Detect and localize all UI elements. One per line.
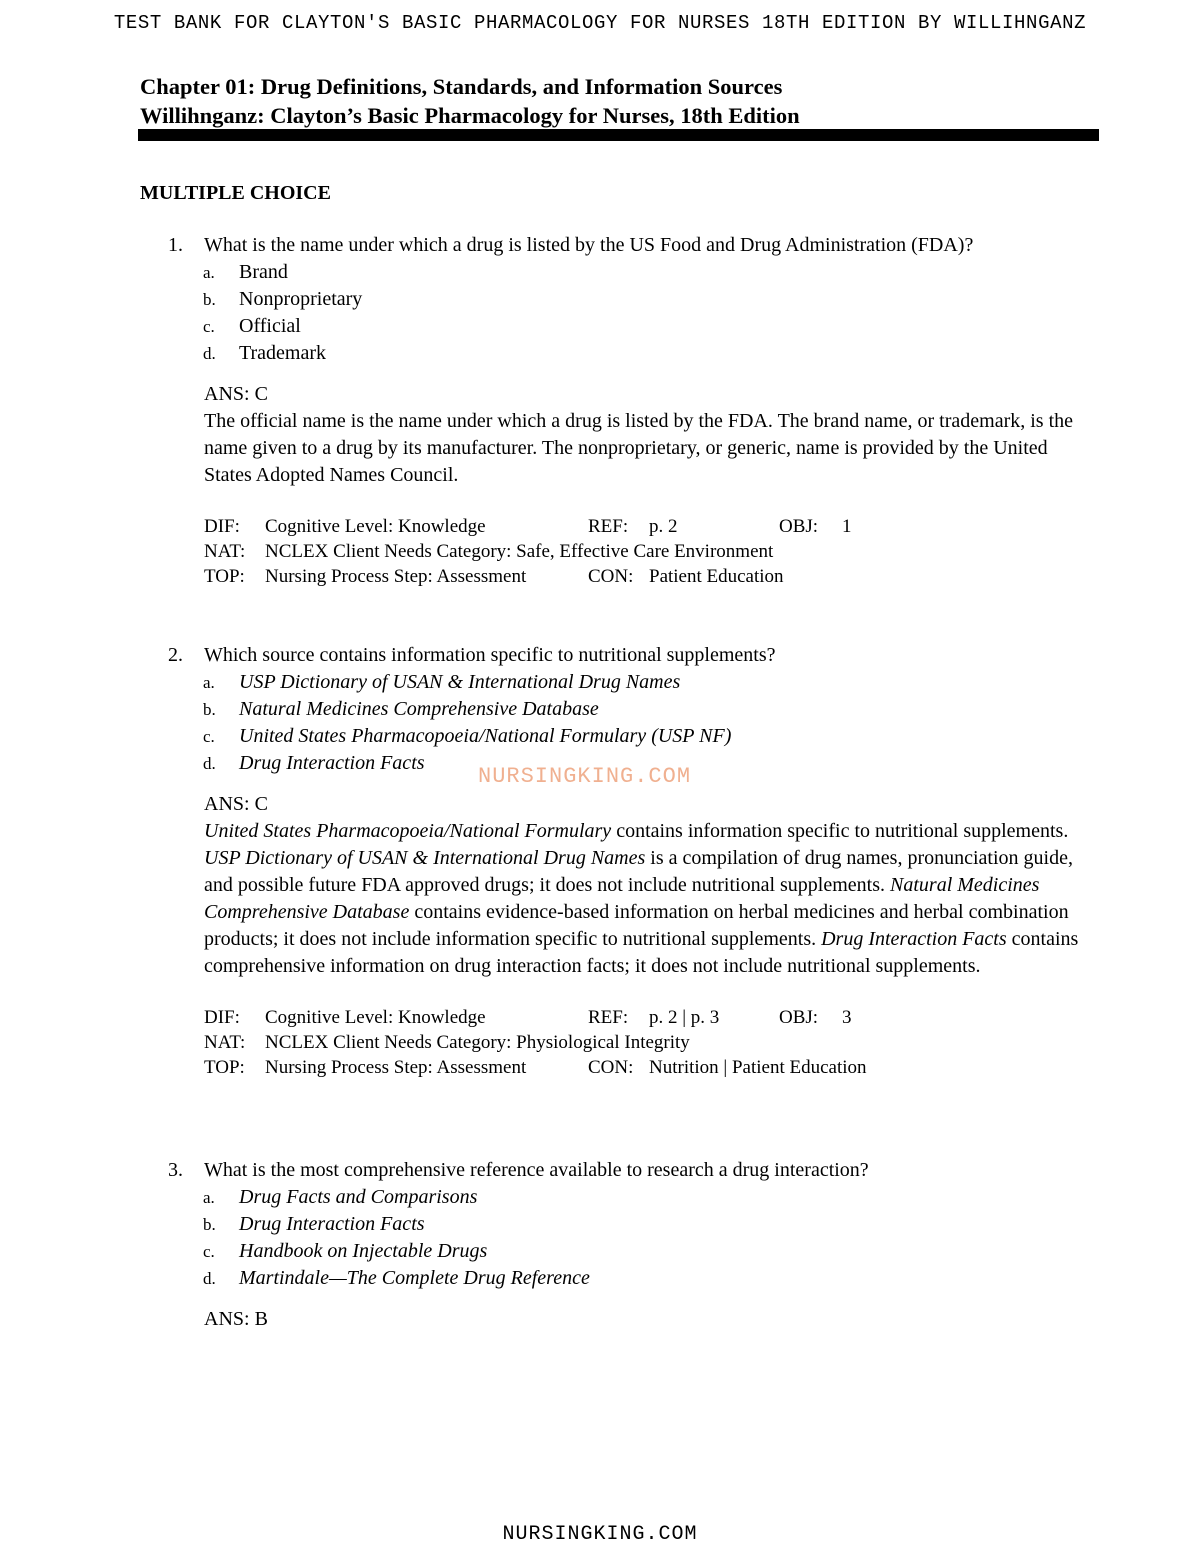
chapter-heading <box>140 72 1100 130</box>
option-letter: d. <box>203 754 216 773</box>
rationale-text: contains information specific to nutritional supplements. <box>611 820 1069 842</box>
option-letter: d. <box>203 1269 216 1288</box>
option-text: Drug Facts and Comparisons <box>239 1186 478 1208</box>
running-header: TEST BANK FOR CLAYTON'S BASIC PHARMACOLOGY FOR NURSES 18TH EDITION BY WILLIHNGANZ <box>113 12 1087 34</box>
option-text: Drug Interaction Facts <box>239 752 425 774</box>
dif-label: DIF: <box>204 516 240 537</box>
rationale <box>140 818 1100 980</box>
option-letter: c. <box>203 317 215 336</box>
option-text: USP Dictionary of USAN & International Drug Names <box>239 671 681 693</box>
ref-value: p. 2 | p. 3 <box>649 1007 720 1028</box>
option-text: Natural Medicines Comprehensive Database <box>239 698 599 720</box>
option-a <box>140 1184 1100 1211</box>
nat-label: NAT: <box>204 1032 246 1053</box>
option-text: Handbook on Injectable Drugs <box>239 1240 488 1262</box>
question-number: 1. <box>168 234 183 256</box>
rationale-text: contains comprehensive information on drug interaction facts; it does not include nutritional supplements. <box>204 928 1079 977</box>
question-stem <box>140 1157 1100 1184</box>
question-3 <box>140 1157 1100 1333</box>
option-letter: a. <box>203 263 215 282</box>
option-text: Martindale—The Complete Drug Reference <box>239 1267 590 1289</box>
question-stem <box>140 642 1100 669</box>
con-value: Patient Education <box>649 566 784 587</box>
option-a <box>140 259 1100 286</box>
option-letter: c. <box>203 1242 215 1261</box>
option-c <box>140 313 1100 340</box>
con-label: CON: <box>588 1057 634 1078</box>
heading-rule <box>138 129 1099 141</box>
option-text: Nonproprietary <box>239 288 363 310</box>
nat-label: NAT: <box>204 541 246 562</box>
top-label: TOP: <box>204 566 245 587</box>
option-d <box>140 1265 1100 1292</box>
question-text: Which source contains information specific to nutritional supplements? <box>204 644 776 666</box>
top-value: Nursing Process Step: Assessment <box>265 1057 527 1078</box>
question-metadata <box>140 514 1100 589</box>
option-b <box>140 696 1100 723</box>
option-letter: d. <box>203 344 216 363</box>
obj-label: OBJ: <box>779 1007 819 1028</box>
footer-watermark: NURSINGKING.COM <box>502 1523 698 1546</box>
rationale-source-title: Natural Medicines Comprehensive Database <box>204 874 1040 923</box>
watermark: NURSINGKING.COM <box>478 764 692 789</box>
obj-label: OBJ: <box>779 516 819 537</box>
con-label: CON: <box>588 566 634 587</box>
question-text: What is the most comprehensive reference available to research a drug interaction? <box>204 1159 869 1181</box>
question-2 <box>140 642 1100 1080</box>
answer-key: ANS: B <box>204 1308 268 1330</box>
option-b <box>140 286 1100 313</box>
option-text: United States Pharmacopoeia/National Formulary (USP NF) <box>239 725 732 747</box>
option-d <box>140 340 1100 367</box>
rationale-text: is a compilation of drug names, pronunciation guide, and possible future FDA approved drugs; it does not include nutritional supplements. <box>204 847 1073 896</box>
top-value: Nursing Process Step: Assessment <box>265 566 527 587</box>
dif-value: Cognitive Level: Knowledge <box>265 516 486 537</box>
question-stem <box>140 232 1100 259</box>
dif-label: DIF: <box>204 1007 240 1028</box>
ref-value: p. 2 <box>649 516 678 537</box>
option-c <box>140 1238 1100 1265</box>
con-value: Nutrition | Patient Education <box>649 1057 867 1078</box>
ref-label: REF: <box>588 516 629 537</box>
rationale-source-title: Drug Interaction Facts <box>821 928 1007 950</box>
option-letter: a. <box>203 1188 215 1207</box>
option-letter: b. <box>203 290 216 309</box>
question-number: 2. <box>168 644 183 666</box>
option-a <box>140 669 1100 696</box>
option-text: Trademark <box>239 342 327 364</box>
nat-value: NCLEX Client Needs Category: Safe, Effective Care Environment <box>265 541 774 562</box>
option-text: Official <box>239 315 301 337</box>
option-letter: b. <box>203 700 216 719</box>
question-metadata <box>140 1005 1100 1080</box>
option-text: Drug Interaction Facts <box>239 1213 425 1235</box>
question-text: What is the name under which a drug is listed by the US Food and Drug Administration (FDA)? <box>204 234 974 256</box>
book-title: Willihnganz: Clayton’s Basic Pharmacology for Nurses, 18th Edition <box>140 103 800 128</box>
chapter-title: Chapter 01: Drug Definitions, Standards, and Information Sources <box>140 74 783 99</box>
option-text: Brand <box>239 261 288 283</box>
question-number: 3. <box>168 1159 183 1181</box>
obj-value: 3 <box>842 1007 852 1028</box>
option-letter: a. <box>203 673 215 692</box>
rationale-source-title: United States Pharmacopoeia/National Formulary <box>204 820 612 842</box>
section-label: MULTIPLE CHOICE <box>140 182 331 204</box>
dif-value: Cognitive Level: Knowledge <box>265 1007 486 1028</box>
option-letter: c. <box>203 727 215 746</box>
ref-label: REF: <box>588 1007 629 1028</box>
top-label: TOP: <box>204 1057 245 1078</box>
rationale: The official name is the name under which a drug is listed by the FDA. The brand name, or trademark, is the name given to a drug by its manufacturer. The nonproprietary, or generic, name is provided by the United States Adopted Names Council. <box>204 410 1074 486</box>
question-1 <box>140 232 1100 589</box>
obj-value: 1 <box>842 516 852 537</box>
answer-key: ANS: C <box>204 383 268 405</box>
option-c <box>140 723 1100 750</box>
option-letter: b. <box>203 1215 216 1234</box>
option-b <box>140 1211 1100 1238</box>
nat-value: NCLEX Client Needs Category: Physiological Integrity <box>265 1032 690 1053</box>
answer-key: ANS: C <box>204 793 268 815</box>
rationale-source-title: USP Dictionary of USAN & International Drug Names <box>204 847 646 869</box>
rationale-text: contains evidence-based information on herbal medicines and herbal combination products; it does not include information specific to nutritional supplements. <box>204 901 1069 950</box>
